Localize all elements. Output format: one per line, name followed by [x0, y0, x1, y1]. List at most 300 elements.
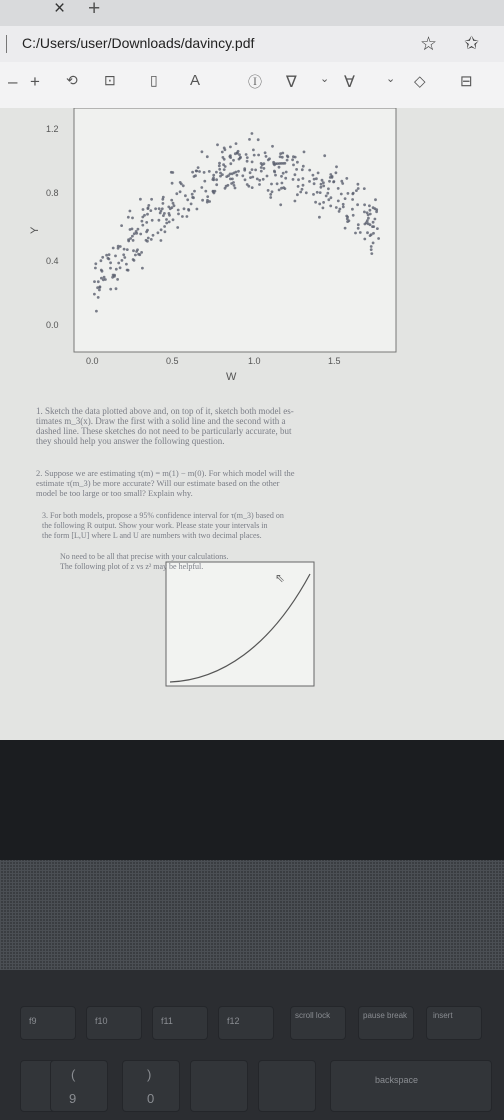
- scatter-point: [122, 253, 125, 256]
- key-backspace[interactable]: [330, 1060, 492, 1112]
- z-squared-plot-frame: [166, 562, 314, 686]
- scatter-point: [357, 227, 360, 230]
- scatter-point: [103, 276, 106, 279]
- scatter-point: [266, 175, 269, 178]
- scatter-point: [215, 171, 218, 174]
- scatter-point: [363, 187, 366, 190]
- scatter-point: [147, 204, 150, 207]
- key-label: 0: [147, 1091, 155, 1106]
- scatter-point: [203, 171, 206, 174]
- scatter-point: [322, 181, 325, 184]
- scatter-point: [152, 234, 155, 237]
- scatter-point: [165, 222, 168, 225]
- scatter-point: [335, 206, 338, 209]
- scatter-point: [372, 232, 375, 235]
- scatter-point: [335, 171, 338, 174]
- scatter-point: [192, 196, 195, 199]
- scatter-point: [222, 163, 225, 166]
- scatter-point: [104, 278, 107, 281]
- scatter-point: [292, 155, 295, 158]
- key-9[interactable]: [50, 1060, 108, 1112]
- scatter-point: [164, 230, 167, 233]
- x-tick: 1.0: [248, 356, 261, 366]
- scatter-point: [154, 207, 157, 210]
- key-label: f12: [227, 1016, 240, 1026]
- scatter-point: [305, 191, 308, 194]
- scatter-point: [112, 274, 115, 277]
- scatter-point: [223, 147, 226, 150]
- speaker-grill: [0, 860, 504, 970]
- scatter-point: [219, 175, 222, 178]
- key-minus[interactable]: [190, 1060, 248, 1112]
- text-line: 2. Suppose we are estimating τ(m) = m(1) − m(0). For which model will the: [36, 468, 295, 478]
- key-label: 9: [69, 1091, 77, 1106]
- scatter-point: [313, 182, 316, 185]
- scatter-point: [195, 170, 198, 173]
- y-tick: 1.2: [46, 124, 59, 134]
- text-line: The following plot of z vs z² may be helpful.: [60, 562, 204, 571]
- scatter-point: [281, 182, 284, 185]
- scatter-point: [346, 220, 349, 223]
- scatter-point: [235, 142, 238, 145]
- url-field[interactable]: C:/Users/user/Downloads/davincy.pdf: [22, 35, 255, 51]
- scatter-point: [292, 164, 295, 167]
- scatter-point: [260, 166, 263, 169]
- scatter-point: [160, 228, 163, 231]
- scatter-point: [131, 228, 134, 231]
- scatter-point: [196, 208, 199, 211]
- close-tab-icon[interactable]: ×: [54, 0, 66, 19]
- scatter-point: [158, 219, 161, 222]
- scatter-point: [163, 225, 166, 228]
- scatter-point: [222, 156, 225, 159]
- scatter-point: [316, 191, 319, 194]
- draw-icon[interactable]: ∇: [286, 74, 297, 91]
- scatter-point: [292, 178, 295, 181]
- scatter-point: [342, 203, 345, 206]
- scatter-point: [267, 159, 270, 162]
- scatter-point: [351, 198, 354, 201]
- scatter-point: [320, 186, 323, 189]
- scatter-point: [369, 234, 372, 237]
- scatter-point: [183, 207, 186, 210]
- scatter-point: [279, 152, 282, 155]
- scatter-point: [256, 178, 259, 181]
- scatter-point: [127, 238, 130, 241]
- key-scroll-lock[interactable]: [290, 1006, 346, 1040]
- key-0[interactable]: [122, 1060, 180, 1112]
- scatter-point: [131, 235, 134, 238]
- scatter-point: [182, 184, 185, 187]
- scatter-point: [109, 288, 112, 291]
- scatter-point: [135, 232, 138, 235]
- highlight-options-chevron-icon[interactable]: ⌄: [386, 73, 396, 85]
- scatter-point: [322, 201, 325, 204]
- scatter-point: [218, 162, 221, 165]
- x-tick: 1.5: [328, 356, 341, 366]
- key-label: insert: [433, 1011, 453, 1020]
- scatter-point: [116, 278, 119, 281]
- scatter-point: [108, 258, 111, 261]
- scatter-point: [99, 285, 102, 288]
- scatter-point: [279, 203, 282, 206]
- x-axis-label: W: [226, 371, 237, 383]
- scatter-point: [286, 159, 289, 162]
- scatter-point: [177, 209, 180, 212]
- scatter-point: [243, 169, 246, 172]
- scatter-point: [224, 187, 227, 190]
- scatter-point: [280, 175, 283, 178]
- scatter-point: [345, 177, 348, 180]
- scatter-point: [171, 171, 174, 174]
- scatter-point: [206, 201, 209, 204]
- scatter-point: [342, 206, 345, 209]
- scatter-point: [318, 203, 321, 206]
- scatter-point: [322, 207, 325, 210]
- scatter-point: [296, 161, 299, 164]
- scatter-point: [262, 178, 265, 181]
- scatter-point: [119, 266, 122, 269]
- scatter-point: [129, 210, 132, 213]
- scatter-point: [356, 203, 359, 206]
- scatter-point: [141, 267, 144, 270]
- scatter-point: [249, 176, 252, 179]
- text-line: the form [L,U] where L and U are numbers with two decimal places.: [42, 531, 262, 540]
- scatter-point: [377, 237, 380, 240]
- scatter-point: [337, 200, 340, 203]
- scatter-point: [303, 151, 306, 154]
- erase-icon[interactable]: ◇: [414, 73, 426, 90]
- scatter-point: [278, 189, 281, 192]
- scatter-point: [251, 168, 254, 171]
- scatter-point: [150, 238, 153, 241]
- y-tick: 0.8: [46, 188, 59, 198]
- scatter-point: [115, 287, 118, 290]
- scatter-point: [263, 167, 266, 170]
- plot-frame: [74, 108, 396, 352]
- question-2: [36, 468, 416, 498]
- scatter-point: [258, 179, 261, 182]
- scatter-point: [308, 169, 311, 172]
- scatter-point: [254, 169, 257, 172]
- scatter-point: [367, 217, 370, 220]
- scatter-point: [374, 198, 377, 201]
- scatter-point: [158, 207, 161, 210]
- text-line: 3. For both models, propose a 95% confidence interval for τ(m_3) based on: [42, 511, 284, 520]
- save-icon[interactable]: ⊟: [460, 73, 473, 90]
- scatter-point: [347, 192, 350, 195]
- scatter-point: [248, 138, 251, 141]
- scatter-point: [160, 210, 163, 213]
- scatter-point: [201, 199, 204, 202]
- scatter-point: [340, 180, 343, 183]
- scatter-point: [366, 231, 369, 234]
- scatter-point: [162, 196, 165, 199]
- scatter-point: [137, 228, 140, 231]
- text-line: they should help you answer the following question.: [36, 436, 225, 446]
- scatter-point: [171, 182, 174, 185]
- scatter-point: [331, 176, 334, 179]
- scatter-point: [247, 185, 250, 188]
- scatter-point: [325, 195, 328, 198]
- scatter-point: [271, 190, 274, 193]
- scatter-point: [95, 310, 98, 313]
- draw-options-chevron-icon[interactable]: ⌄: [320, 73, 330, 85]
- scatter-point: [151, 219, 154, 222]
- scatter-point: [229, 156, 232, 159]
- scatter-point: [208, 170, 211, 173]
- scatter-point: [355, 189, 358, 192]
- scatter-point: [270, 183, 273, 186]
- scatter-point: [251, 132, 254, 135]
- scatter-point: [97, 296, 100, 299]
- scatter-point: [244, 178, 247, 181]
- scatter-point: [147, 237, 150, 240]
- scatter-point: [308, 180, 311, 183]
- scatter-point: [301, 188, 304, 191]
- scatter-point: [326, 192, 329, 195]
- scatter-point: [363, 211, 366, 214]
- rotate-icon[interactable]: ⟲: [66, 72, 78, 88]
- favorite-star-icon[interactable]: ☆: [420, 34, 438, 55]
- scatter-point: [184, 194, 187, 197]
- scatter-point: [181, 215, 184, 218]
- scatter-point: [187, 209, 190, 212]
- page-view-icon[interactable]: ▯: [150, 72, 158, 88]
- scatter-point: [123, 248, 126, 251]
- scatter-point: [215, 183, 218, 186]
- highlight-icon[interactable]: ∀: [344, 74, 355, 91]
- scatter-point: [108, 253, 111, 256]
- new-tab-button[interactable]: +: [88, 0, 101, 20]
- scatter-point: [370, 245, 373, 248]
- scatter-point: [314, 201, 317, 204]
- scatter-point: [357, 223, 360, 226]
- scatter-point: [186, 215, 189, 218]
- scatter-point: [299, 191, 302, 194]
- scatter-point: [274, 174, 277, 177]
- y-tick: 0.4: [46, 256, 59, 266]
- scatter-point: [198, 170, 201, 173]
- scatter-point: [132, 239, 135, 242]
- scatter-point: [238, 158, 241, 161]
- scatter-point: [260, 162, 263, 165]
- scatter-point: [218, 168, 221, 171]
- scatter-point: [238, 153, 241, 156]
- scatter-point: [335, 165, 338, 168]
- scatter-point: [302, 165, 305, 168]
- scatter-point: [176, 226, 179, 229]
- y-axis-label: Y: [29, 226, 41, 234]
- scatter-point: [322, 185, 325, 188]
- text-line: No need to be all that precise with your calculations.: [60, 552, 229, 561]
- scatter-point: [330, 196, 333, 199]
- key-label: f9: [29, 1016, 37, 1026]
- scatter-point: [338, 210, 341, 213]
- scatter-point: [179, 190, 182, 193]
- scatter-point: [211, 178, 214, 181]
- scatter-point: [295, 168, 298, 171]
- scatter-point: [232, 181, 235, 184]
- scatter-point: [146, 213, 149, 216]
- scatter-point: [97, 280, 100, 283]
- scatter-point: [109, 267, 112, 270]
- question-1: [36, 406, 416, 446]
- scatter-point: [165, 218, 168, 221]
- scatter-point: [269, 193, 272, 196]
- x-tick: 0.5: [166, 356, 179, 366]
- scatter-point: [237, 170, 240, 173]
- x-tick: 0.0: [86, 356, 99, 366]
- scatter-point: [363, 238, 366, 241]
- scatter-point: [162, 202, 165, 205]
- scatter-point: [163, 212, 166, 215]
- scatter-point: [236, 151, 239, 154]
- key-f12[interactable]: [218, 1006, 274, 1040]
- scatter-point: [139, 198, 142, 201]
- scatter-point: [372, 242, 375, 245]
- scatter-point: [276, 182, 279, 185]
- scatter-point: [285, 171, 288, 174]
- scatter-point: [216, 143, 219, 146]
- scatter-point: [215, 178, 218, 181]
- scatter-point: [213, 192, 216, 195]
- scatter-point: [167, 206, 170, 209]
- scatter-point: [145, 239, 148, 242]
- scatter-point: [327, 198, 330, 201]
- fit-page-icon[interactable]: ⊡: [104, 72, 116, 88]
- text-box-icon[interactable]: Ⓘ: [248, 74, 262, 90]
- scatter-point: [291, 158, 294, 161]
- scatter-point: [172, 218, 175, 221]
- scatter-point: [236, 174, 239, 177]
- scatter-point: [170, 199, 173, 202]
- tab-strip: [0, 0, 504, 26]
- scatter-point: [323, 154, 326, 157]
- scatter-point: [175, 192, 178, 195]
- scatter-point: [320, 183, 323, 186]
- scatter-point: [370, 248, 373, 251]
- scatter-point: [173, 204, 176, 207]
- scatter-point: [139, 233, 142, 236]
- scatter-point: [284, 177, 287, 180]
- scatter-point: [246, 156, 249, 159]
- scatter-point: [121, 259, 124, 262]
- scatter-point: [374, 218, 377, 221]
- scatter-point: [117, 262, 120, 265]
- scatter-point: [251, 161, 254, 164]
- scatter-point: [317, 172, 320, 175]
- scatter-point: [206, 155, 209, 158]
- laptop-bezel: [0, 740, 504, 860]
- scatter-point: [271, 145, 274, 148]
- scatter-point: [366, 219, 369, 222]
- scatter-point: [318, 216, 321, 219]
- scatter-point: [140, 251, 143, 254]
- key-f9[interactable]: [20, 1006, 76, 1040]
- scatter-point: [212, 174, 215, 177]
- scatter-point: [257, 138, 260, 141]
- scatter-point: [123, 256, 126, 259]
- favorites-list-icon[interactable]: ✩: [464, 33, 480, 53]
- scatter-point: [141, 220, 144, 223]
- scatter-point: [218, 165, 221, 168]
- scatter-point: [120, 224, 123, 227]
- scatter-point: [229, 146, 232, 149]
- scatter-point: [149, 209, 152, 212]
- key-insert[interactable]: [426, 1006, 482, 1040]
- scatter-point: [245, 153, 248, 156]
- scatter-point: [136, 248, 139, 251]
- scatter-point: [93, 293, 96, 296]
- scatter-point: [258, 183, 261, 186]
- scatter-point: [112, 247, 115, 250]
- question-3: [42, 511, 412, 541]
- scatter-point: [141, 224, 144, 227]
- key-f10[interactable]: [86, 1006, 142, 1040]
- plus-icon[interactable]: +: [30, 72, 40, 91]
- scatter-point: [369, 223, 372, 226]
- key-f11[interactable]: [152, 1006, 208, 1040]
- scatter-point: [223, 168, 226, 171]
- scatter-point: [126, 269, 129, 272]
- scatter-point: [313, 178, 316, 181]
- scatter-point: [109, 261, 112, 264]
- scatter-point: [272, 161, 275, 164]
- scatter-point: [186, 198, 189, 201]
- scatter-point: [191, 193, 194, 196]
- scatter-point: [168, 221, 171, 224]
- key-symbol: ): [147, 1067, 152, 1082]
- scatter-point: [339, 208, 342, 211]
- scatter-point: [160, 239, 163, 242]
- key-symbol: (: [71, 1067, 76, 1082]
- scatter-point: [372, 225, 375, 228]
- scatter-point: [369, 209, 372, 212]
- scatter-point: [294, 200, 297, 203]
- scatter-point: [114, 255, 117, 258]
- key-label: f11: [161, 1016, 173, 1026]
- scatter-point: [312, 193, 315, 196]
- key-equals[interactable]: [258, 1060, 316, 1112]
- scatter-point: [145, 221, 148, 224]
- scatter-point: [115, 268, 118, 271]
- scatter-point: [125, 263, 128, 266]
- key-label: f10: [95, 1016, 108, 1026]
- text-line: model be too large or too small? Explain why.: [36, 488, 193, 498]
- scatter-point: [354, 232, 357, 235]
- read-aloud-button[interactable]: [190, 72, 200, 89]
- scatter-point: [221, 151, 224, 154]
- scatter-point: [328, 180, 331, 183]
- scatter-point: [126, 248, 129, 251]
- scatter-point: [251, 186, 254, 189]
- scatter-point: [327, 187, 330, 190]
- scatter-point: [133, 232, 136, 235]
- scatter-point: [200, 186, 203, 189]
- minus-icon[interactable]: –: [8, 72, 18, 91]
- scatter-point: [273, 170, 276, 173]
- scatter-point: [206, 195, 209, 198]
- scatter-point: [329, 173, 332, 176]
- scatter-point: [231, 178, 234, 181]
- key-pause[interactable]: [358, 1006, 414, 1040]
- scatter-point: [319, 191, 322, 194]
- scatter-point: [131, 217, 134, 220]
- scatter-point: [142, 208, 145, 211]
- scatter-point: [337, 187, 340, 190]
- scatter-point: [260, 170, 263, 173]
